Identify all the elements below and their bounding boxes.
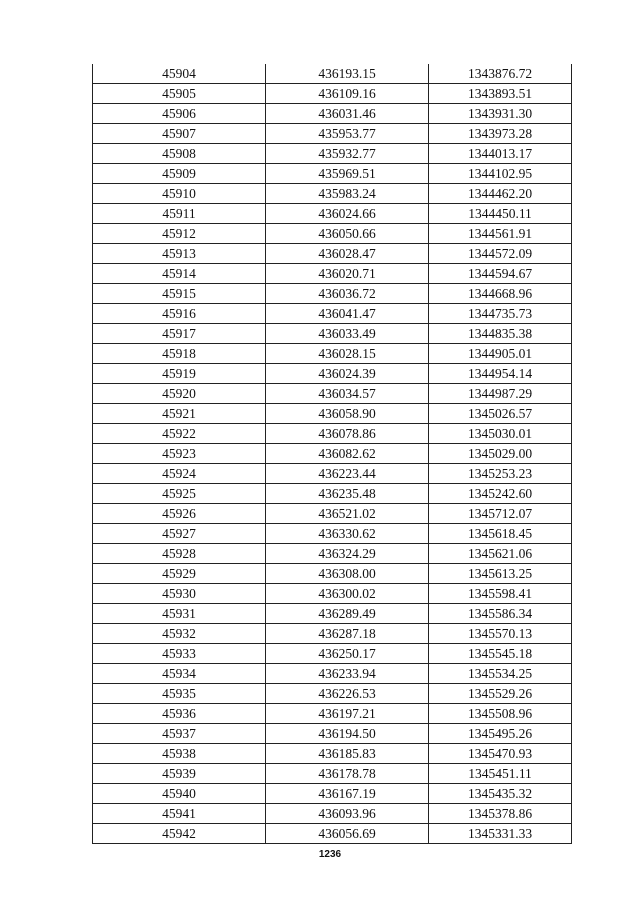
y-coordinate-cell: 1345621.06 <box>428 544 571 563</box>
point-id-cell: 45930 <box>162 586 196 601</box>
y-coordinate-cell: 1345529.26 <box>428 684 571 703</box>
x-coordinate-cell: 436289.49 <box>265 604 428 623</box>
y-coordinate-cell: 1344954.14 <box>428 364 571 383</box>
table-row <box>93 104 571 124</box>
x-coordinate-cell: 436058.90 <box>265 404 428 423</box>
y-coordinate-cell: 1344905.01 <box>428 344 571 363</box>
x-coordinate-cell: 436082.62 <box>265 444 428 463</box>
x-coordinate-cell: 436033.49 <box>265 324 428 343</box>
y-coordinate-cell: 1344572.09 <box>428 244 571 263</box>
y-coordinate-cell: 1345470.93 <box>428 744 571 763</box>
x-coordinate-cell: 436178.78 <box>265 764 428 783</box>
x-coordinate-cell: 436109.16 <box>265 84 428 103</box>
x-coordinate-cell: 436185.83 <box>265 744 428 763</box>
point-id-cell: 45931 <box>162 606 196 621</box>
table-row <box>93 324 571 344</box>
y-coordinate-cell: 1343893.51 <box>428 84 571 103</box>
table-row <box>93 524 571 544</box>
y-coordinate-cell: 1345331.33 <box>428 824 571 843</box>
table-row <box>93 204 571 224</box>
y-coordinate-cell: 1345026.57 <box>428 404 571 423</box>
y-coordinate-cell: 1343931.30 <box>428 104 571 123</box>
table-row <box>93 744 571 764</box>
x-coordinate-cell: 436193.15 <box>265 64 428 83</box>
y-coordinate-cell: 1344462.20 <box>428 184 571 203</box>
x-coordinate-cell: 436235.48 <box>265 484 428 503</box>
point-id-cell: 45911 <box>162 206 196 221</box>
table-row <box>93 84 571 104</box>
x-coordinate-cell: 436041.47 <box>265 304 428 323</box>
table-row <box>93 704 571 724</box>
point-id-cell: 45920 <box>162 386 196 401</box>
table-row <box>93 624 571 644</box>
point-id-cell: 45937 <box>162 726 196 741</box>
x-coordinate-cell: 436330.62 <box>265 524 428 543</box>
x-coordinate-cell: 436093.96 <box>265 804 428 823</box>
table-row <box>93 764 571 784</box>
table-row <box>93 504 571 524</box>
point-id-cell: 45919 <box>162 366 196 381</box>
y-coordinate-cell: 1343973.28 <box>428 124 571 143</box>
x-coordinate-cell: 436050.66 <box>265 224 428 243</box>
y-coordinate-cell: 1345508.96 <box>428 704 571 723</box>
x-coordinate-cell: 436024.66 <box>265 204 428 223</box>
point-id-cell: 45939 <box>162 766 196 781</box>
x-coordinate-cell: 435969.51 <box>265 164 428 183</box>
table-row <box>93 164 571 184</box>
point-id-cell: 45928 <box>162 546 196 561</box>
y-coordinate-cell: 1345618.45 <box>428 524 571 543</box>
y-coordinate-cell: 1345378.86 <box>428 804 571 823</box>
y-coordinate-cell: 1344987.29 <box>428 384 571 403</box>
x-coordinate-cell: 436300.02 <box>265 584 428 603</box>
point-id-cell: 45907 <box>162 126 196 141</box>
x-coordinate-cell: 435983.24 <box>265 184 428 203</box>
point-id-cell: 45929 <box>162 566 196 581</box>
table-row <box>93 824 571 844</box>
x-coordinate-cell: 436031.46 <box>265 104 428 123</box>
coordinate-table <box>92 64 572 844</box>
x-coordinate-cell: 436223.44 <box>265 464 428 483</box>
table-row <box>93 564 571 584</box>
point-id-cell: 45905 <box>162 86 196 101</box>
x-coordinate-cell: 436078.86 <box>265 424 428 443</box>
table-row <box>93 184 571 204</box>
table-row <box>93 244 571 264</box>
x-coordinate-cell: 436024.39 <box>265 364 428 383</box>
y-coordinate-cell: 1344561.91 <box>428 224 571 243</box>
point-id-cell: 45923 <box>162 446 196 461</box>
y-coordinate-cell: 1345586.34 <box>428 604 571 623</box>
x-coordinate-cell: 436308.00 <box>265 564 428 583</box>
y-coordinate-cell: 1345598.41 <box>428 584 571 603</box>
y-coordinate-cell: 1345029.00 <box>428 444 571 463</box>
table-row <box>93 604 571 624</box>
y-coordinate-cell: 1345242.60 <box>428 484 571 503</box>
point-id-cell: 45935 <box>162 686 196 701</box>
point-id-cell: 45917 <box>162 326 196 341</box>
table-row <box>93 404 571 424</box>
x-coordinate-cell: 436226.53 <box>265 684 428 703</box>
y-coordinate-cell: 1344668.96 <box>428 284 571 303</box>
table-row <box>93 144 571 164</box>
point-id-cell: 45921 <box>162 406 196 421</box>
point-id-cell: 45934 <box>162 666 196 681</box>
table-row <box>93 304 571 324</box>
y-coordinate-cell: 1345570.13 <box>428 624 571 643</box>
table-row <box>93 124 571 144</box>
table-row <box>93 424 571 444</box>
x-coordinate-cell: 436020.71 <box>265 264 428 283</box>
table-row <box>93 784 571 804</box>
point-id-cell: 45918 <box>162 346 196 361</box>
y-coordinate-cell: 1345545.18 <box>428 644 571 663</box>
point-id-cell: 45925 <box>162 486 196 501</box>
point-id-cell: 45916 <box>162 306 196 321</box>
page-number: 1236 <box>318 849 342 860</box>
x-coordinate-cell: 436521.02 <box>265 504 428 523</box>
x-coordinate-cell: 435932.77 <box>265 144 428 163</box>
x-coordinate-cell: 436034.57 <box>265 384 428 403</box>
table-row <box>93 224 571 244</box>
x-coordinate-cell: 436287.18 <box>265 624 428 643</box>
point-id-cell: 45933 <box>162 646 196 661</box>
table-row <box>93 584 571 604</box>
point-id-cell: 45910 <box>162 186 196 201</box>
point-id-cell: 45922 <box>162 426 196 441</box>
point-id-cell: 45927 <box>162 526 196 541</box>
y-coordinate-cell: 1344835.38 <box>428 324 571 343</box>
x-coordinate-cell: 436324.29 <box>265 544 428 563</box>
x-coordinate-cell: 436036.72 <box>265 284 428 303</box>
y-coordinate-cell: 1345030.01 <box>428 424 571 443</box>
table-row <box>93 684 571 704</box>
x-coordinate-cell: 436250.17 <box>265 644 428 663</box>
point-id-cell: 45909 <box>162 166 196 181</box>
x-coordinate-cell: 436056.69 <box>265 824 428 843</box>
x-coordinate-cell: 436194.50 <box>265 724 428 743</box>
y-coordinate-cell: 1345534.25 <box>428 664 571 683</box>
y-coordinate-cell: 1344102.95 <box>428 164 571 183</box>
table-row <box>93 64 571 84</box>
point-id-cell: 45913 <box>162 246 196 261</box>
x-coordinate-cell: 436028.47 <box>265 244 428 263</box>
x-coordinate-cell: 436028.15 <box>265 344 428 363</box>
x-coordinate-cell: 436197.21 <box>265 704 428 723</box>
point-id-cell: 45936 <box>162 706 196 721</box>
point-id-cell: 45914 <box>162 266 196 281</box>
point-id-cell: 45906 <box>162 106 196 121</box>
table-row <box>93 344 571 364</box>
x-coordinate-cell: 435953.77 <box>265 124 428 143</box>
x-coordinate-cell: 436233.94 <box>265 664 428 683</box>
point-id-cell: 45904 <box>162 66 196 81</box>
point-id-cell: 45926 <box>162 506 196 521</box>
table-row <box>93 664 571 684</box>
y-coordinate-cell: 1345712.07 <box>428 504 571 523</box>
y-coordinate-cell: 1344013.17 <box>428 144 571 163</box>
point-id-cell: 45932 <box>162 626 196 641</box>
table-row <box>93 364 571 384</box>
point-id-cell: 45915 <box>162 286 196 301</box>
point-id-cell: 45938 <box>162 746 196 761</box>
table-row <box>93 484 571 504</box>
table-row <box>93 284 571 304</box>
point-id-cell: 45942 <box>162 826 196 841</box>
table-row <box>93 444 571 464</box>
y-coordinate-cell: 1343876.72 <box>428 64 571 83</box>
table-row <box>93 724 571 744</box>
table-row <box>93 644 571 664</box>
y-coordinate-cell: 1345253.23 <box>428 464 571 483</box>
point-id-cell: 45912 <box>162 226 196 241</box>
x-coordinate-cell: 436167.19 <box>265 784 428 803</box>
y-coordinate-cell: 1345435.32 <box>428 784 571 803</box>
y-coordinate-cell: 1344450.11 <box>428 204 571 223</box>
y-coordinate-cell: 1345451.11 <box>428 764 571 783</box>
point-id-cell: 45940 <box>162 786 196 801</box>
table-row <box>93 384 571 404</box>
point-id-cell: 45941 <box>162 806 196 821</box>
table-row <box>93 464 571 484</box>
point-id-cell: 45908 <box>162 146 196 161</box>
table-row <box>93 264 571 284</box>
y-coordinate-cell: 1344735.73 <box>428 304 571 323</box>
table-row <box>93 544 571 564</box>
y-coordinate-cell: 1345613.25 <box>428 564 571 583</box>
y-coordinate-cell: 1344594.67 <box>428 264 571 283</box>
point-id-cell: 45924 <box>162 466 196 481</box>
table-row <box>93 804 571 824</box>
y-coordinate-cell: 1345495.26 <box>428 724 571 743</box>
